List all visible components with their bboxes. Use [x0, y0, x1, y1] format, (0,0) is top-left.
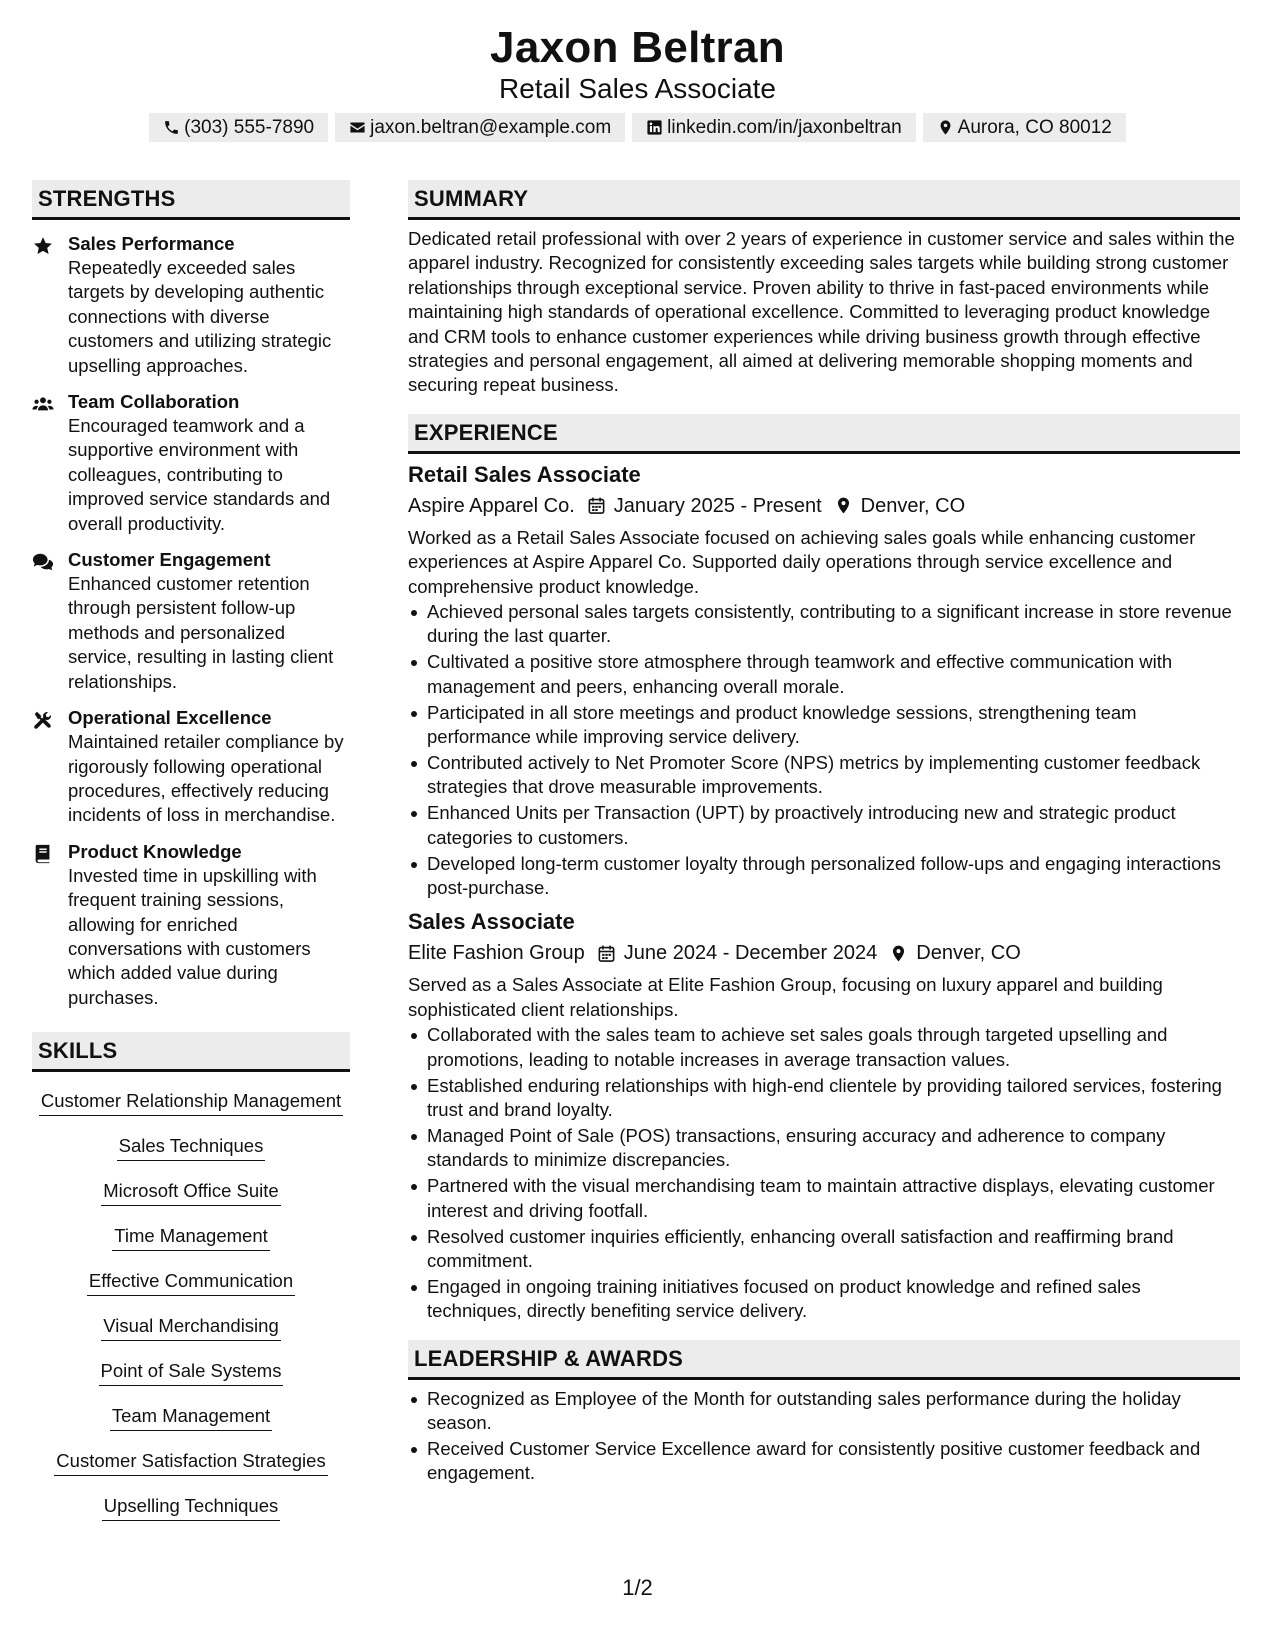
strength-text: Repeatedly exceeded sales targets by developing authentic connections with diverse customers and utilizing strategic upselling approaches. [68, 257, 332, 376]
envelope-icon [349, 119, 366, 136]
job-company: Aspire Apparel Co. [408, 494, 575, 517]
job-meta [408, 939, 1240, 967]
bullet-item: Established enduring relationships with high-end clientele by providing tailored services, fostering trust and brand loyalty. [408, 1074, 1240, 1123]
skill-tag: Effective Communication [87, 1269, 295, 1296]
bullet-item: Contributed actively to Net Promoter Score (NPS) metrics by implementing customer feedback strategies that drove measurable improvements. [408, 751, 1240, 800]
contact-email-text: jaxon.beltran@example.com [370, 117, 612, 138]
bullet-item: Cultivated a positive store atmosphere through teamwork and effective communication with management and peers, enhancing overall morale. [408, 650, 1240, 699]
calendar-icon [597, 944, 616, 963]
job-title: Sales Associate [408, 909, 575, 935]
strength-title: Team Collaboration [68, 391, 240, 413]
skill-tag: Time Management [112, 1224, 270, 1251]
left-column [32, 180, 350, 1539]
tools-icon [32, 709, 54, 731]
skills-list [32, 1089, 350, 1539]
job-location: Denver, CO [860, 494, 966, 517]
contact-email[interactable] [335, 113, 625, 142]
chat-bubbles-icon [32, 551, 54, 573]
strength-title: Sales Performance [68, 233, 235, 254]
contact-linkedin-text: linkedin.com/in/jaxonbeltran [667, 117, 902, 138]
strengths-heading: STRENGTHS [32, 180, 350, 220]
contact-phone[interactable] [149, 113, 328, 142]
skill-tag: Customer Satisfaction Strategies [54, 1449, 327, 1476]
strength-item [32, 390, 350, 536]
strength-text: Invested time in upskilling with frequent training sessions, allowing for enriched conversations with customers which added value during purchases. [68, 864, 317, 1008]
strength-item [32, 706, 350, 828]
job-meta [408, 492, 1240, 520]
summary-heading: SUMMARY [408, 180, 1240, 220]
bullet-item: Engaged in ongoing training initiatives focused on product knowledge and refined sales techniques, directly benefiting service delivery. [408, 1275, 1240, 1324]
bullet-item: Recognized as Employee of the Month for outstanding sales performance during the holiday season. [408, 1387, 1240, 1436]
job-entry [408, 908, 1240, 1323]
linkedin-icon [646, 119, 663, 136]
users-icon [32, 393, 54, 415]
skill-tag: Visual Merchandising [101, 1314, 281, 1341]
bullet-item: Achieved personal sales targets consistently, contributing to a significant increase in store revenue during the last quarter. [408, 600, 1240, 649]
job-location: Denver, CO [916, 942, 1021, 965]
contact-location[interactable] [923, 113, 1126, 142]
strength-title: Product Knowledge [68, 840, 242, 862]
strength-text: Encouraged teamwork and a supportive environment with colleagues, contributing to improved service standards and overall productivity. [68, 415, 331, 534]
bullet-item: Managed Point of Sale (POS) transactions, ensuring accuracy and adherence to company standards to minimize discrepancies. [408, 1124, 1240, 1173]
skill-tag: Upselling Techniques [102, 1494, 281, 1521]
summary-text: Dedicated retail professional with over 2 years of experience in customer service and sales within the apparel industry. Recognized for consistently exceeding sales targets while building strong customer relationships through exceptional service. Proven ability to thrive in fast-paced environments while maintaining high standards of operational excellence. Committed to leveraging product knowledge and CRM tools to enhance customer experiences while driving business growth through effective strategies and personal engagement, all aimed at delivering memorable shopping moments and securing repeat business. [408, 228, 1235, 396]
book-icon [32, 843, 54, 865]
skill-tag: Microsoft Office Suite [101, 1179, 280, 1206]
bullet-item: Resolved customer inquiries efficiently, enhancing overall satisfaction and reaffirming brand commitment. [408, 1225, 1240, 1274]
leadership-heading: LEADERSHIP & AWARDS [408, 1340, 1240, 1380]
experience-heading: EXPERIENCE [408, 414, 1240, 454]
location-pin-icon [937, 119, 954, 136]
skills-heading: SKILLS [32, 1032, 350, 1072]
bullet-item: Collaborated with the sales team to achieve set sales goals through targeted upselling and promotions, leading to notable increases in average transaction values. [408, 1023, 1240, 1072]
page-number: 1/2 [622, 1575, 653, 1600]
strength-text: Maintained retailer compliance by rigorously following operational procedures, effectively reducing incidents of loss in merchandise. [68, 731, 344, 826]
leadership-bullets [408, 1387, 1240, 1486]
phone-icon [163, 119, 180, 136]
strength-item [32, 232, 350, 378]
job-dates: January 2025 - Present [613, 494, 822, 517]
job-description: Served as a Sales Associate at Elite Fashion Group, focusing on luxury apparel and building sophisticated client relationships. [408, 974, 1163, 1020]
job-dates: June 2024 - December 2024 [623, 942, 878, 965]
calendar-icon [587, 496, 606, 515]
contact-bar [0, 113, 1275, 142]
location-pin-icon [834, 496, 853, 515]
right-column [408, 180, 1240, 1487]
skill-tag: Point of Sale Systems [99, 1359, 284, 1386]
bullet-item: Received Customer Service Excellence award for consistently positive customer feedback and engagement. [408, 1437, 1240, 1486]
strength-title: Customer Engagement [68, 549, 271, 571]
job-bullets [408, 1023, 1240, 1323]
contact-location-text: Aurora, CO 80012 [957, 117, 1112, 138]
star-icon [32, 235, 54, 257]
skill-tag: Customer Relationship Management [39, 1089, 343, 1116]
bullet-item: Enhanced Units per Transaction (UPT) by proactively introducing new and strategic product categories to customers. [408, 801, 1240, 850]
job-company: Elite Fashion Group [408, 942, 585, 965]
bullet-item: Participated in all store meetings and product knowledge sessions, strengthening team performance while improving service delivery. [408, 701, 1240, 750]
location-pin-icon [889, 944, 908, 963]
skill-tag: Sales Techniques [117, 1134, 266, 1161]
bullet-item: Developed long-term customer loyalty through personalized follow-ups and engaging interactions post-purchase. [408, 852, 1240, 901]
contact-linkedin[interactable] [632, 113, 915, 142]
strength-text: Enhanced customer retention through persistent follow-up methods and personalized service, resulting in lasting client relationships. [68, 573, 334, 692]
strength-item [32, 840, 350, 1010]
job-title: Retail Sales Associate [408, 461, 641, 487]
job-bullets [408, 600, 1240, 900]
resume-header [0, 22, 1275, 106]
strength-item [32, 548, 350, 694]
job-entry [408, 461, 1240, 901]
candidate-title: Retail Sales Associate [498, 73, 777, 104]
skill-tag: Team Management [110, 1404, 272, 1431]
candidate-name: Jaxon Beltran [490, 23, 785, 72]
contact-phone-text: (303) 555-7890 [184, 117, 315, 138]
strength-title: Operational Excellence [68, 707, 272, 729]
job-description: Worked as a Retail Sales Associate focused on achieving sales goals while enhancing customer experiences at Aspire Apparel Co. Supported daily operations through service excellence and comprehensive product knowledge. [408, 526, 1196, 597]
bullet-item: Partnered with the visual merchandising team to maintain attractive displays, elevating customer interest and driving footfall. [408, 1174, 1240, 1223]
